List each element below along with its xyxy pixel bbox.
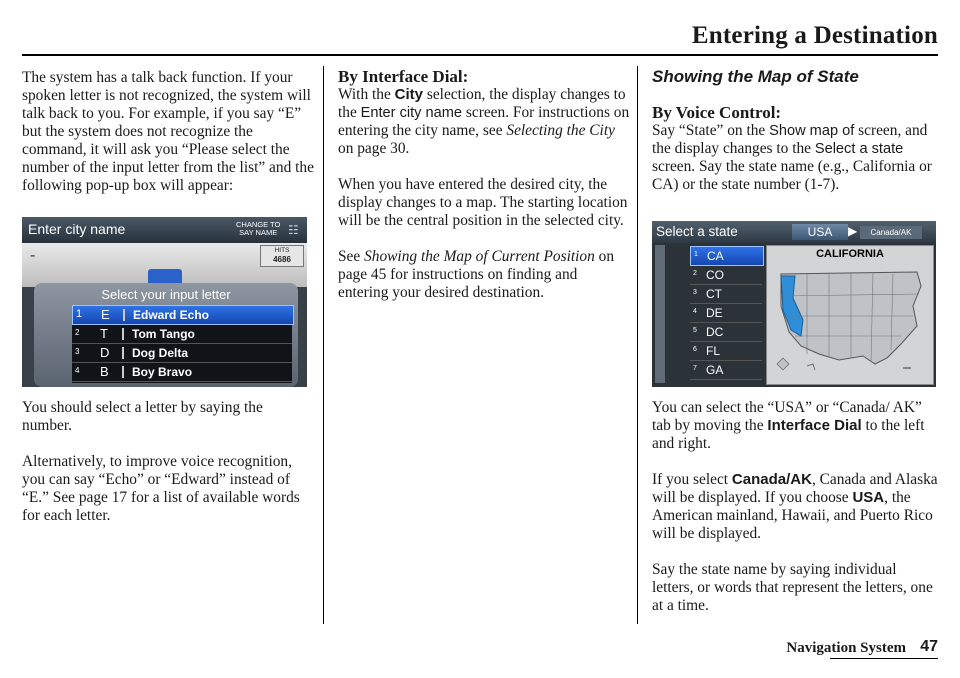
state-abbr: DE [706, 306, 723, 320]
change-to-say-name-button [236, 221, 280, 237]
canada-ak-term: Canada/AK [731, 471, 812, 488]
column-2 [338, 68, 630, 302]
arrow-right-icon: ▶ [848, 224, 858, 238]
state-abbr: CA [707, 249, 724, 263]
text: to the left and right. [652, 417, 925, 452]
row-separator [123, 309, 125, 321]
tab-canada-ak: Canada/AK [860, 226, 922, 239]
screen-title: Select a state [656, 224, 738, 239]
select-letter-popup [34, 283, 298, 387]
hits-label: HITS [274, 247, 290, 254]
hits-value: 4686 [273, 255, 291, 264]
state-abbr: DC [706, 325, 724, 339]
cross-reference: Showing the Map of Current Position [364, 248, 595, 265]
state-number: 6 [693, 346, 697, 353]
select-state-screenshot [652, 221, 936, 387]
header-rule [22, 54, 938, 56]
city-term: City [394, 86, 423, 103]
letter-row [72, 325, 292, 344]
row-number: 3 [75, 347, 80, 356]
enter-city-screenshot [22, 217, 307, 387]
state-item [690, 266, 762, 285]
row-separator [122, 366, 124, 378]
heading-voice-control: By Voice Control: [652, 103, 782, 122]
text: You can select the “USA” or “Canada/ AK” tab by moving the [652, 399, 922, 434]
select-state-term: Select a state [814, 141, 904, 157]
state-number: 4 [693, 308, 697, 315]
row-separator [122, 347, 124, 359]
change-line-1: CHANGE TO [236, 220, 281, 229]
state-number: 3 [693, 289, 697, 296]
state-abbr: FL [706, 344, 721, 358]
letter-row [72, 363, 292, 382]
paragraph-tabs [652, 399, 940, 453]
paragraph-talk-back: The system has a talk back function. If your spoken letter is not recognized, the system will talk back to you. For example, if you say “E” but the system does not recognize the command, it will ask you “Please select the number of the input letter from the list” and the following pop-up box will appear: [22, 69, 314, 194]
page-title: Entering a Destination [691, 22, 938, 49]
footer-section-name: Navigation System [786, 640, 906, 656]
tab-usa: USA [792, 224, 848, 240]
letter-row [72, 344, 292, 363]
keyboard-tab [148, 269, 182, 283]
row-separator [122, 328, 124, 340]
cross-reference: Selecting the City [506, 122, 615, 139]
row-word: Edward Echo [133, 308, 210, 322]
change-line-2: SAY NAME [239, 228, 278, 237]
map-state-label: CALIFORNIA [816, 248, 884, 260]
us-map [766, 245, 934, 385]
text: , the American mainland, Hawaii, and Puerto Rico will be displayed. [652, 489, 933, 542]
text: See [338, 248, 365, 265]
text: screen. For instructions on entering the city name, see [338, 104, 630, 139]
row-word: Dog Delta [132, 346, 189, 360]
column-3 [652, 68, 940, 194]
column-divider-2 [637, 66, 638, 624]
scroll-strip [655, 245, 665, 383]
row-letter: E [101, 307, 110, 322]
paragraph-canada-usa [652, 471, 940, 543]
text: Say “State” on the [652, 122, 770, 139]
text: , Canada and Alaska will be displayed. If you choose [652, 471, 938, 506]
screen-title: Enter city name [28, 221, 126, 237]
text: screen, and the display changes to the [652, 122, 928, 157]
row-word: Boy Bravo [132, 365, 193, 379]
page-number: 47 [920, 638, 938, 655]
state-item [690, 246, 764, 266]
state-item [690, 361, 762, 380]
usa-term: USA [852, 489, 885, 506]
letter-row [72, 305, 294, 325]
text: With the [338, 86, 395, 103]
state-number: 1 [694, 251, 698, 258]
column-1 [22, 69, 314, 195]
section-title: Showing the Map of State [652, 67, 859, 86]
hits-counter [260, 245, 304, 267]
row-number: 4 [75, 366, 80, 375]
row-letter: B [100, 364, 109, 379]
row-letter: T [100, 326, 108, 341]
voice-icon: ☷ [288, 223, 299, 237]
text: If you select [652, 471, 732, 488]
state-abbr: CO [706, 268, 724, 282]
screen-name-term: Enter city name [360, 105, 463, 121]
text: on page 45 for instructions on finding and entering your desired destination. [338, 248, 615, 301]
paragraph-alternatively: Alternatively, to improve voice recognition, you can say “Echo” or “Edward” instead of “E.” See page 17 for a list of available words for each letter. [22, 453, 300, 524]
popup-title: Select your input letter [101, 287, 231, 302]
paragraph-select-number: You should select a letter by saying the number. [22, 399, 263, 434]
column-1-lower [22, 399, 314, 525]
state-list [690, 246, 762, 387]
state-number: 2 [693, 270, 697, 277]
row-number: 1 [76, 308, 83, 320]
state-item [690, 323, 762, 342]
text: selection, the display changes to the [338, 86, 626, 121]
heading-interface-dial: By Interface Dial: [338, 67, 469, 86]
row-word: Tom Tango [132, 327, 195, 341]
paragraph-say-letters: Say the state name by saying individual letters, or words that represent the letters, one at a time. [652, 561, 933, 614]
state-item [690, 342, 762, 361]
column-3-lower [652, 399, 940, 615]
paragraph-map-display: When you have entered the desired city, the display changes to a map. The starting location will be the central position in the selected city. [338, 176, 628, 229]
state-number: 7 [693, 365, 697, 372]
letter-list [72, 305, 292, 383]
text: on page 30. [338, 140, 410, 157]
state-item [690, 304, 762, 323]
row-letter: D [100, 345, 110, 360]
show-map-term: Show map of [769, 123, 855, 139]
footer-rule [830, 658, 938, 659]
text: screen. Say the state name (e.g., California or CA) or the state number (1-7). [652, 158, 932, 193]
state-abbr: CT [706, 287, 722, 301]
us-map-outline [767, 246, 933, 384]
state-item [690, 285, 762, 304]
state-abbr: GA [706, 363, 724, 377]
paragraph-say-state [652, 122, 940, 194]
interface-dial-term: Interface Dial [767, 417, 862, 434]
state-number: 5 [693, 327, 697, 334]
column-divider-1 [323, 66, 324, 624]
input-value: - [30, 247, 36, 264]
row-number: 2 [75, 328, 80, 337]
paragraph-see-also [338, 248, 630, 302]
paragraph-city-selection [338, 86, 630, 158]
